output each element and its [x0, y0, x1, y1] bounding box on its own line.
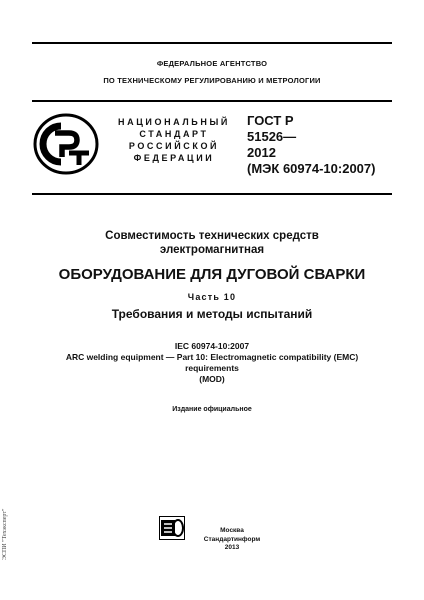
agency-line-1: ФЕДЕРАЛЬНОЕ АГЕНТСТВО [156, 59, 268, 68]
publisher-block [192, 527, 272, 553]
gost-line-3: 2012 [247, 145, 276, 160]
iec-line-1: ARC welding equipment — Part 10: Electromagnetic compatibility (EMC) [65, 352, 359, 362]
standard-rule [32, 193, 392, 195]
title-line-2: электромагнитная [159, 244, 265, 256]
agency-line-2: ПО ТЕХНИЧЕСКОМУ РЕГУЛИРОВАНИЮ И МЕТРОЛОГИИ [103, 76, 321, 85]
publisher-city: Москва [220, 527, 244, 534]
header-rule [32, 100, 392, 102]
iec-line-2: requirements [185, 363, 239, 373]
top-rule [32, 42, 392, 44]
subtitle: Требования и методы испытаний [111, 307, 313, 321]
publisher-year: 2013 [224, 544, 240, 551]
gost-line-4: (МЭК 60974-10:2007) [247, 161, 376, 176]
gost-r-logo-icon [33, 113, 99, 175]
standartinform-logo-icon [159, 516, 185, 540]
iec-code: IEC 60974-10:2007 [174, 341, 250, 351]
national-line-3: РОССИЙСКОЙ [128, 141, 220, 151]
edition-label: Издание официальное [172, 406, 252, 413]
part-label: Часть 10 [187, 292, 237, 302]
publisher-name: Стандартинформ [203, 535, 261, 543]
side-stamp: ЭСПИ "Техэксперт" [2, 508, 8, 560]
gost-line-2: 51526— [247, 129, 297, 144]
national-standard-label [112, 116, 236, 164]
iec-line-3: (MOD) [199, 374, 225, 384]
title-line-1: Совместимость технических средств [105, 230, 319, 242]
main-title: ОБОРУДОВАНИЕ ДЛЯ ДУГОВОЙ СВАРКИ [58, 266, 366, 283]
national-line-2: СТАНДАРТ [139, 129, 209, 139]
gost-number [247, 113, 397, 177]
national-line-1: НАЦИОНАЛЬНЫЙ [118, 117, 230, 127]
gost-line-1: ГОСТ Р [247, 113, 294, 128]
national-line-4: ФЕДЕРАЦИИ [133, 153, 215, 163]
